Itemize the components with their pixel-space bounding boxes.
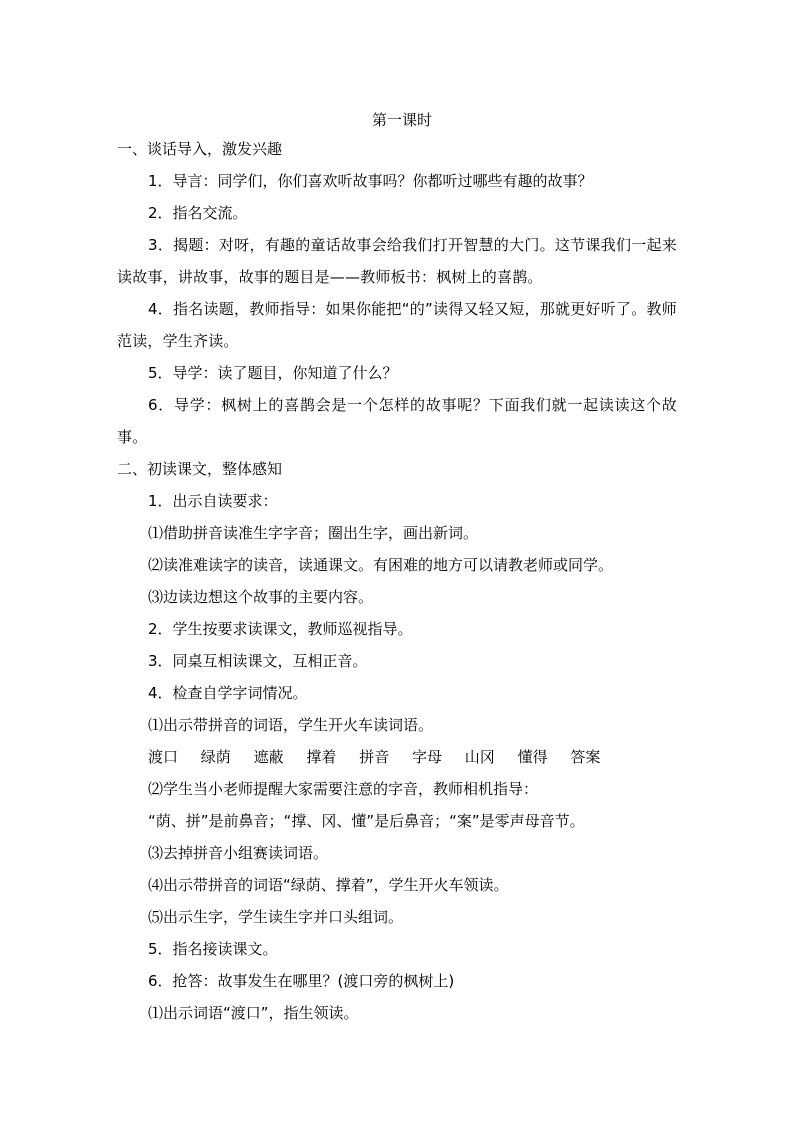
paragraph: 5．导学：读了题目，你知道了什么？ [148, 364, 398, 382]
vocabulary-word: 山冈 [464, 748, 495, 766]
document-page [117, 103, 677, 1029]
vocabulary-word: 遮蔽 [253, 748, 284, 766]
paragraph: 2．学生按要求读课文，教师巡视指导。 [148, 620, 413, 638]
page-title: 第一课时 [371, 111, 432, 129]
vocabulary-word: 撑着 [306, 748, 337, 766]
list-item: ⑸出示生字，学生读生字并口头组词。 [148, 908, 404, 926]
list-item: ⑴出示词语“渡口”，指生领读。 [148, 1004, 359, 1022]
list-item: ⑶去掉拼音小组赛读词语。 [148, 844, 329, 862]
section-heading-2: 二、初读课文，整体感知 [117, 460, 283, 478]
vocabulary-word: 答案 [570, 748, 601, 766]
paragraph: 4．检查自学字词情况。 [148, 684, 308, 702]
vocabulary-word: 绿荫 [200, 748, 231, 766]
vocabulary-word: 渡口 [148, 748, 179, 766]
section-heading-1: 一、谈话导入，激发兴趣 [117, 140, 283, 158]
list-item: ⑷出示带拼音的词语“绿荫、撑着”，学生开火车领读。 [148, 876, 509, 894]
vocabulary-word: 拼音 [359, 748, 390, 766]
paragraph: 1．导言：同学们，你们喜欢听故事吗？你都听过哪些有趣的故事？ [148, 172, 593, 190]
paragraph: 6．导学：枫树上的喜鹊会是一个怎样的故事呢？下面我们就一起读读这个故事。 [117, 396, 677, 446]
list-item: ⑶边读边想这个故事的主要内容。 [148, 588, 374, 606]
list-item: ⑴出示带拼音的词语，学生开火车读词语。 [148, 716, 434, 734]
vocabulary-word-list [117, 741, 677, 773]
paragraph: 6．抢答：故事发生在哪里？(渡口旁的枫树上) [148, 972, 455, 990]
vocabulary-word: 懂得 [517, 748, 548, 766]
list-item: ⑴借助拼音读准生字字音；圈出生字，画出新词。 [148, 524, 479, 542]
pronunciation-note: “荫、拼”是前鼻音；“撑、冈、懂”是后鼻音；“案”是零声母音节。 [148, 812, 585, 830]
paragraph: 3．揭题：对呀，有趣的童话故事会给我们打开智慧的大门。这节课我们一起来读故事，讲故事，故事的题目是——教师板书：枫树上的喜鹊。 [117, 236, 677, 286]
paragraph: 3．同桌互相读课文，互相正音。 [148, 652, 368, 670]
paragraph: 5．指名接读课文。 [148, 940, 278, 958]
list-item: ⑵读准难读字的读音，读通课文。有困难的地方可以请教老师或同学。 [148, 556, 614, 574]
list-item: ⑵学生当小老师提醒大家需要注意的字音，教师相机指导： [148, 780, 539, 798]
vocabulary-word: 字母 [411, 748, 442, 766]
paragraph: 4．指名读题，教师指导：如果你能把“的”读得又轻又短，那就更好听了。教师范读，学生齐读。 [117, 300, 677, 350]
paragraph: 2．指名交流。 [148, 204, 248, 222]
paragraph: 1．出示自读要求： [148, 492, 278, 510]
